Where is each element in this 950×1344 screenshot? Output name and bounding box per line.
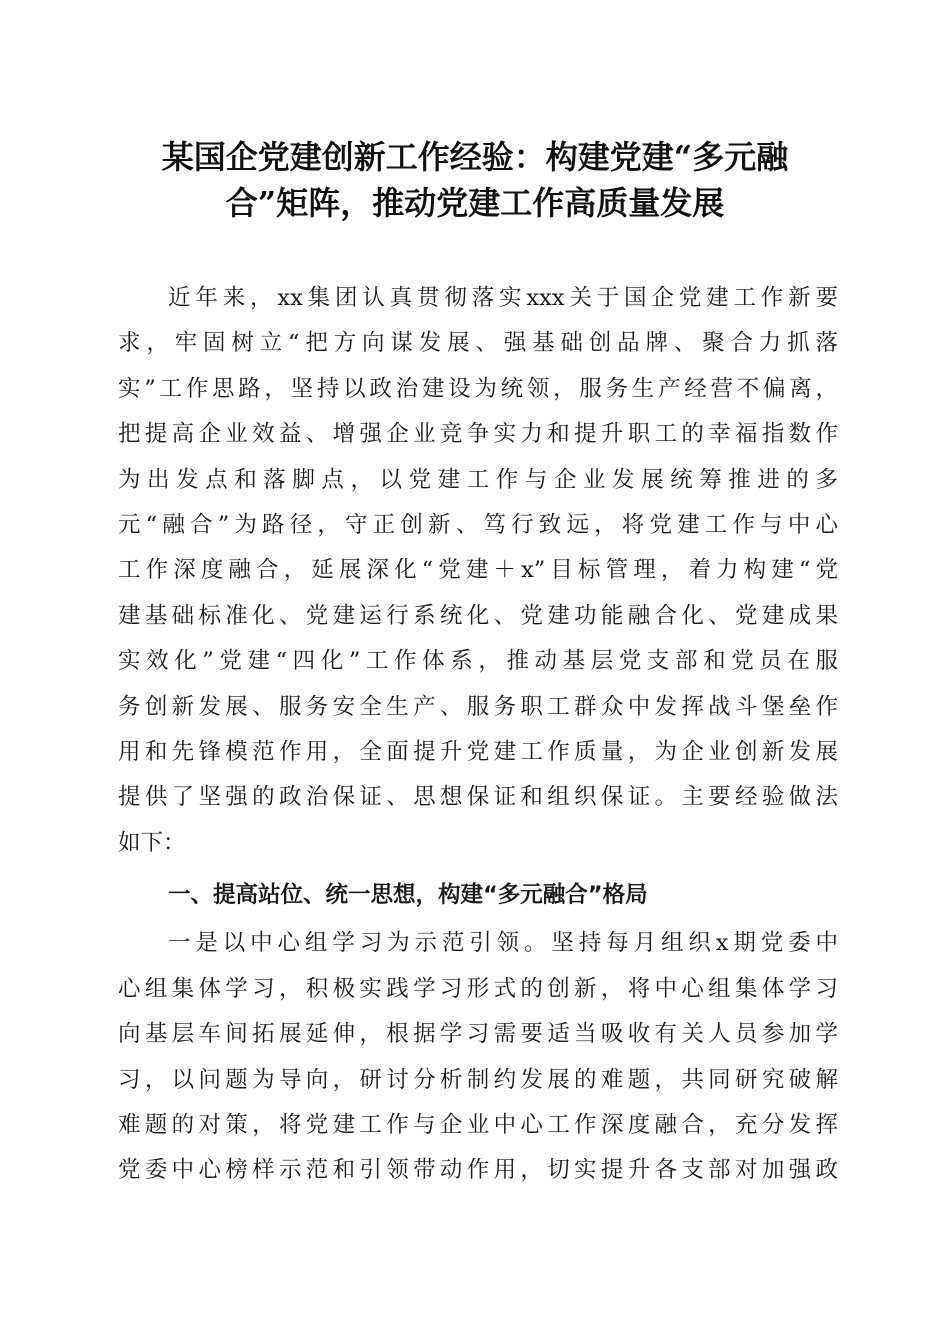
paragraph-line: 为出发点和落脚点，以党建工作与企业发展统筹推进的多 — [118, 466, 838, 493]
paragraph-line: 求，牢固树立“把方向谋发展、强基础创品牌、聚合力抓落 — [118, 330, 838, 357]
intro-paragraph — [118, 276, 838, 866]
paragraph-line: 习，以问题为导向，研讨分析制约发展的难题，共同研究破解 — [118, 1066, 838, 1093]
paragraph-line: 难题的对策，将党建工作与企业中心工作深度融合，充分发挥 — [118, 1112, 838, 1139]
paragraph-line: 心组集体学习，积极实践学习形式的创新，将中心组集体学习 — [118, 975, 838, 1002]
title-line: 合”矩阵，推动党建工作高质量发展 — [225, 184, 725, 222]
paragraph-line: 实”工作思路，坚持以政治建设为统领，服务生产经营不偏离， — [118, 375, 838, 402]
paragraph-line: 一是以中心组学习为示范引领。坚持每月组织x期党委中 — [168, 930, 838, 957]
paragraph-line: 建基础标准化、党建运行系统化、党建功能融合化、党建成果 — [118, 602, 838, 629]
paragraph-line: 工作深度融合，延展深化“党建＋x”目标管理，着力构建“党 — [118, 557, 838, 584]
paragraph-line: 如下： — [118, 829, 186, 856]
section-heading: 一、提高站位、统一思想，构建“多元融合”格局 — [168, 882, 648, 909]
paragraph-line: 近年来，xx集团认真贯彻落实xxx关于国企党建工作新要 — [168, 285, 838, 311]
paragraph-line: 元“融合”为路径，守正创新、笃行致远，将党建工作与中心 — [118, 511, 838, 538]
paragraph-line: 务创新发展、服务安全生产、服务职工群众中发挥战斗堡垒作 — [118, 693, 838, 720]
paragraph-line: 把提高企业效益、增强企业竞争实力和提升职工的幸福指数作 — [118, 421, 838, 448]
paragraph-line: 党委中心榜样示范和引领带动作用，切实提升各支部对加强政 — [118, 1157, 838, 1184]
paragraph-line: 向基层车间拓展延伸，根据学习需要适当吸收有关人员参加学 — [118, 1021, 838, 1048]
document-body — [118, 276, 838, 1194]
section-paragraph — [118, 921, 838, 1193]
paragraph-line: 实效化”党建“四化”工作体系，推动基层党支部和党员在服 — [118, 648, 838, 675]
paragraph-line: 用和先锋模范作用，全面提升党建工作质量，为企业创新发展 — [118, 738, 838, 765]
paragraph-line: 提供了坚强的政治保证、思想保证和组织保证。主要经验做法 — [118, 784, 838, 811]
document-title — [100, 134, 850, 226]
title-line: 某国企党建创新工作经验：构建党建“多元融 — [161, 138, 789, 176]
